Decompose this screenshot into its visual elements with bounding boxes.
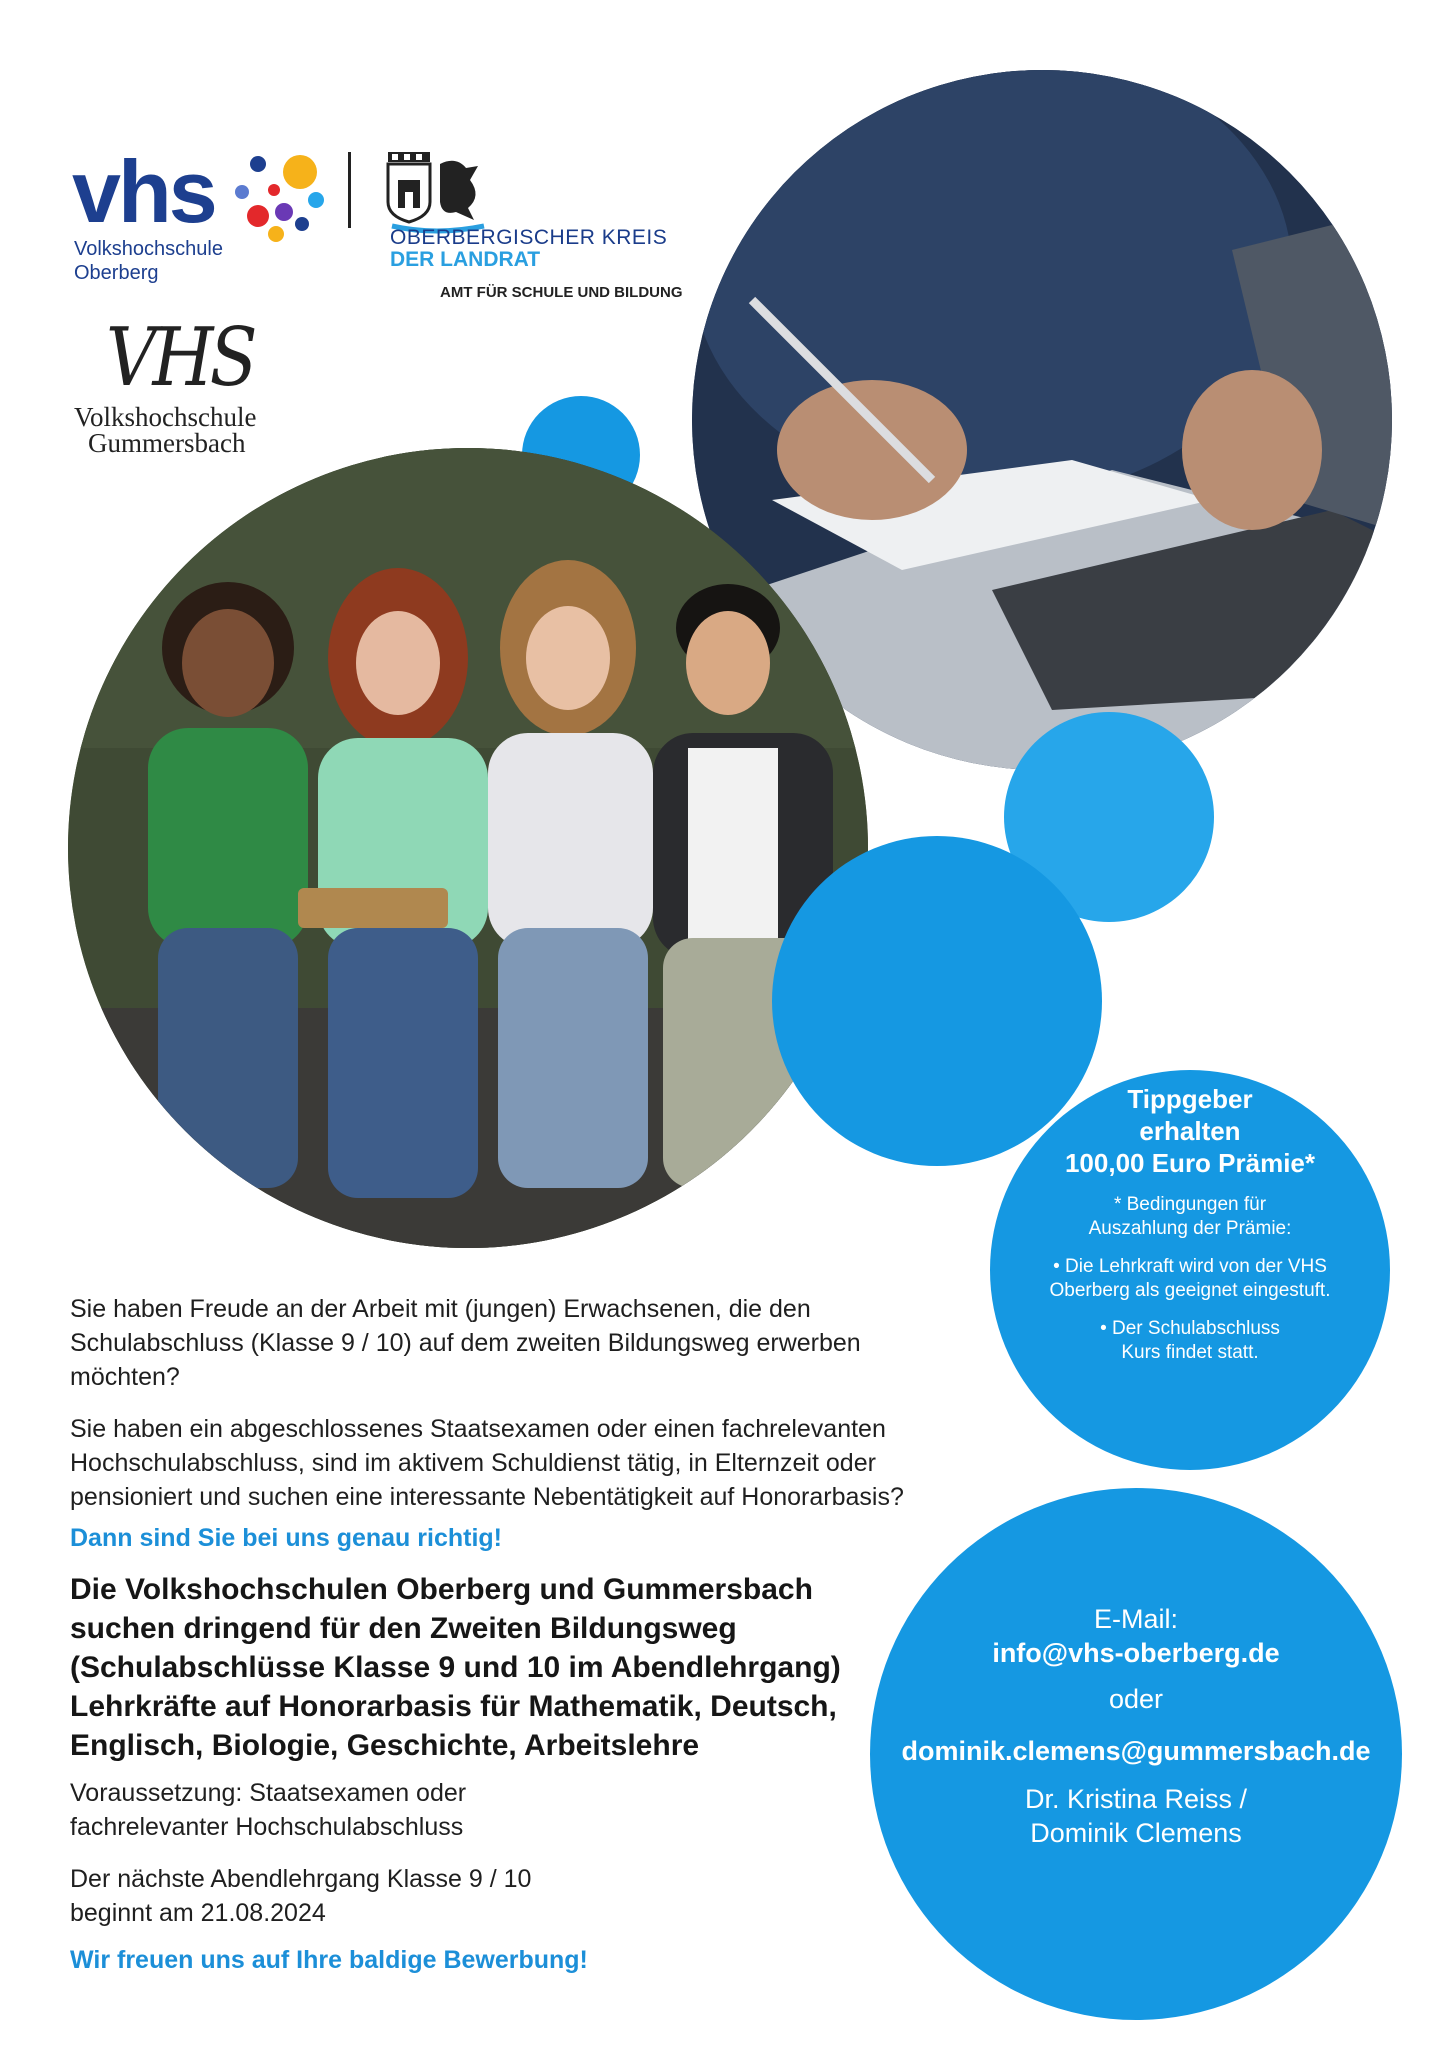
oberbergischer-kreis-crest-icon [386,150,486,234]
tip-condition-line: • Die Lehrkraft wird von der VHS [1053,1256,1327,1277]
students-group-photo [68,448,868,1248]
headline-line: suchen dringend für den Zweiten Bildungsweg [70,1612,737,1645]
tip-title-line: erhalten [1139,1116,1241,1146]
intro-paragraph-2 [70,1412,904,1514]
tip-condition-line: • Der Schulabschluss [1100,1318,1280,1339]
contact-email-vhs-link[interactable]: info@vhs-oberberg.de [992,1638,1280,1668]
intro-highlight: Dann sind Sie bei uns genau richtig! [70,1524,502,1552]
requirement-text [70,1776,466,1844]
contact-name-line: Dominik Clemens [1030,1818,1242,1848]
text-line: Schulabschluss (Klasse 9 / 10) auf dem zweiten Bildungsweg erwerben [70,1329,861,1357]
vhs-gummersbach-place: Gummersbach [88,428,246,458]
tip-title-line: 100,00 Euro Prämie* [1064,1148,1316,1178]
headline-line: Lehrkräfte auf Honorarbasis für Mathematik, Deutsch, [70,1690,837,1723]
text-line: Hochschulabschluss, sind im aktivem Schuldienst tätig, in Elternzeit oder [70,1449,876,1477]
vhs-colored-dots-icon [228,150,328,250]
vhs-gummersbach-logo-letters: VHS [106,310,254,405]
text-line: Sie haben Freude an der Arbeit mit (jungen) Erwachsenen, die den [70,1295,811,1323]
text-line: beginnt am 21.08.2024 [70,1899,326,1927]
intro-paragraph-1 [70,1292,861,1394]
vhs-oberberg-subtitle: Volkshochschule [74,238,223,260]
kreis-name: OBERBERGISCHER KREIS [390,226,668,249]
main-headline [70,1570,841,1765]
text-line: Voraussetzung: Staatsexamen oder [70,1779,467,1807]
tip-title-line: Tippgeber [1127,1084,1253,1114]
logo-divider [348,152,351,228]
text-line: möchten? [70,1363,180,1391]
contact-or-text: oder [1108,1684,1164,1714]
vhs-oberberg-place: Oberberg [74,262,159,284]
headline-line: Englisch, Biologie, Geschichte, Arbeitslehre [70,1729,700,1762]
closing-highlight: Wir freuen uns auf Ihre baldige Bewerbung! [70,1946,588,1974]
kreis-landrat: DER LANDRAT [390,248,541,271]
text-line: Der nächste Abendlehrgang Klasse 9 / 10 [70,1865,532,1893]
tip-note-line: Auszahlung der Prämie: [1088,1218,1292,1239]
vhs-gummersbach-subtitle: Volkshochschule [74,402,257,432]
headline-line: (Schulabschlüsse Klasse 9 und 10 im Abendlehrgang) [70,1651,841,1684]
text-line: pensioniert und suchen eine interessante Nebentätigkeit auf Honorarbasis? [70,1483,904,1511]
contact-email-label: E-Mail: [1093,1604,1178,1634]
headline-line: Die Volkshochschulen Oberberg und Gummersbach [70,1573,813,1606]
next-course-text [70,1862,531,1930]
tip-note-line: * Bedingungen für [1113,1194,1267,1215]
vhs-oberberg-logo-word: vhs [72,142,215,241]
text-line: Sie haben ein abgeschlossenes Staatsexamen oder einen fachrelevanten [70,1415,886,1443]
contact-name-line: Dr. Kristina Reiss / [1024,1784,1248,1814]
kreis-department: AMT FÜR SCHULE UND BILDUNG [440,284,683,301]
contact-email-gummersbach-link[interactable]: dominik.clemens@gummersbach.de [901,1736,1371,1766]
text-line: fachrelevanter Hochschulabschluss [70,1813,464,1841]
tip-condition-line: Kurs findet statt. [1121,1342,1259,1363]
tip-condition-line: Oberberg als geeignet eingestuft. [1049,1280,1331,1301]
